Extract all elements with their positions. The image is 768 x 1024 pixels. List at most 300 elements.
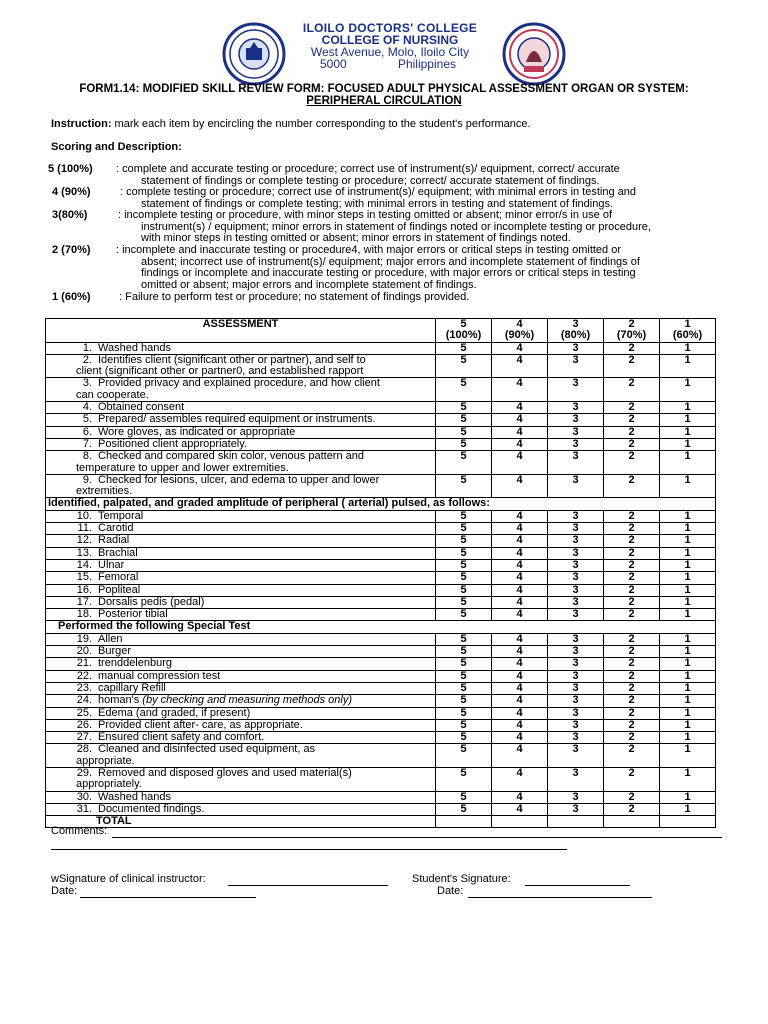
score-cell[interactable] [604,474,660,498]
score-option: 5 [460,509,467,522]
instructor-date-label: Date: [51,885,78,897]
score-cell[interactable] [604,791,660,803]
score-cell[interactable] [604,803,660,815]
score-cell[interactable] [660,670,716,682]
score-cell[interactable] [660,609,716,621]
score-cell[interactable] [548,414,604,426]
score-cell[interactable] [436,767,492,791]
instructor-signature-line[interactable] [228,874,388,886]
score-cell[interactable] [660,474,716,498]
score-option: 2 [628,377,635,390]
table-row [46,695,716,707]
score-cell[interactable] [604,438,660,450]
score-option: 5 [460,743,467,756]
score-cell[interactable] [548,426,604,438]
score-option: 4 [516,546,523,559]
assessment-item [46,535,436,547]
score-cell[interactable] [436,658,492,670]
score-cell[interactable] [660,438,716,450]
student-date-line[interactable] [468,886,652,898]
score-cell[interactable] [604,523,660,535]
score-cell[interactable] [492,378,548,402]
score-cell[interactable] [604,732,660,744]
score-cell[interactable] [604,451,660,475]
score-cell[interactable] [492,523,548,535]
score-cell[interactable] [604,354,660,378]
score-cell[interactable] [604,559,660,571]
nursing-seal-icon [502,22,566,86]
score-cell[interactable] [436,744,492,768]
score-option: 2 [628,802,635,815]
score-cell[interactable] [492,670,548,682]
scale-description-line: : Failure to perform test or procedure; no statement of findings provided. [119,291,470,303]
assessment-item [46,695,436,707]
score-cell[interactable] [604,633,660,645]
score-value: 1 [684,318,691,330]
score-cell[interactable] [492,719,548,731]
score-option: 2 [628,546,635,559]
score-column-header [604,319,660,343]
score-cell[interactable] [436,510,492,522]
table-row [46,803,716,815]
score-cell[interactable] [660,803,716,815]
scale-description-line: absent; incorrect use of instrument(s)/ equipment; major errors and incomplete statement of findings of [141,255,640,268]
score-cell[interactable] [492,596,548,608]
score-cell[interactable] [436,378,492,402]
score-cell[interactable] [436,682,492,694]
score-option: 1 [684,401,691,414]
score-cell[interactable] [604,646,660,658]
score-cell[interactable] [604,584,660,596]
student-signature-line[interactable] [525,874,630,886]
score-cell[interactable] [492,535,548,547]
score-option: 4 [516,425,523,438]
score-option: 1 [684,509,691,522]
score-option: 1 [684,595,691,608]
score-cell[interactable] [492,584,548,596]
comments-line-2[interactable] [51,838,567,850]
assessment-item [46,438,436,450]
score-option: 3 [572,583,579,596]
score-cell[interactable] [660,451,716,475]
score-cell[interactable] [436,426,492,438]
item-text: can cooperate. [76,388,149,401]
score-option: 4 [516,681,523,694]
score-option: 1 [684,694,691,707]
score-cell[interactable] [492,474,548,498]
score-cell[interactable] [604,682,660,694]
assessment-item [46,682,436,694]
score-cell[interactable] [492,633,548,645]
item-text: temperature to upper and lower extremities. [76,461,289,474]
score-option: 5 [460,595,467,608]
form-title: FORM1.14: MODIFIED SKILL REVIEW FORM: FOCUSED ADULT PHYSICAL ASSESSMENT ORGAN OR SYSTEM: [79,83,689,95]
score-cell[interactable] [492,414,548,426]
score-option: 3 [572,669,579,682]
score-cell[interactable] [660,719,716,731]
item-text: Positioned client appropriately. [98,437,247,450]
item-number: 20. [76,645,92,658]
score-option: 3 [572,341,579,354]
score-cell[interactable] [548,378,604,402]
table-row [46,559,716,571]
score-option: 2 [628,731,635,744]
score-cell[interactable] [660,342,716,354]
score-cell[interactable] [492,732,548,744]
score-option: 3 [572,377,579,390]
scoring-heading: Scoring and Description: [51,141,182,153]
score-cell[interactable] [436,438,492,450]
score-cell[interactable] [548,682,604,694]
score-cell[interactable] [660,584,716,596]
score-cell[interactable] [436,803,492,815]
item-text: manual compression test [98,669,221,682]
score-option: 2 [628,558,635,571]
score-cell[interactable] [436,547,492,559]
score-cell[interactable] [436,354,492,378]
item-number: 18. [76,608,92,621]
college-address: West Avenue, Molo, Iloilo City [310,45,470,59]
score-cell[interactable] [660,510,716,522]
table-row [46,342,716,354]
score-cell[interactable] [492,451,548,475]
instructor-date-line[interactable] [80,886,256,898]
assessment-item [46,378,436,402]
total-text: TOTAL [96,815,132,828]
score-cell[interactable] [660,707,716,719]
score-option: 1 [684,766,691,779]
score-option: 4 [516,595,523,608]
score-cell[interactable] [548,646,604,658]
score-option: 3 [572,437,579,450]
score-cell[interactable] [660,402,716,414]
score-cell[interactable] [548,695,604,707]
score-cell[interactable] [548,803,604,815]
score-option: 2 [628,681,635,694]
score-cell[interactable] [492,609,548,621]
scale-label: 5 (100%) [48,163,93,175]
score-cell[interactable] [660,354,716,378]
score-cell[interactable] [548,354,604,378]
score-cell[interactable] [436,707,492,719]
score-cell[interactable] [492,547,548,559]
score-cell[interactable] [548,791,604,803]
score-cell[interactable] [436,474,492,498]
score-option: 1 [684,377,691,390]
score-cell[interactable] [660,767,716,791]
score-cell[interactable] [436,646,492,658]
score-cell[interactable] [548,707,604,719]
score-cell[interactable] [492,510,548,522]
score-cell[interactable] [660,535,716,547]
instructor-signature-label: wSignature of clinical instructor: [51,873,206,885]
score-cell[interactable] [492,707,548,719]
score-cell[interactable] [548,670,604,682]
score-option: 5 [460,341,467,354]
score-option: 2 [628,718,635,731]
score-option: 4 [516,645,523,658]
score-option: 1 [684,731,691,744]
score-option: 1 [684,546,691,559]
score-cell[interactable] [548,451,604,475]
assessment-item [46,633,436,645]
score-option: 5 [460,669,467,682]
assessment-item [46,584,436,596]
score-option: 3 [572,571,579,584]
score-cell[interactable] [604,609,660,621]
score-cell[interactable] [604,572,660,584]
score-option: 3 [572,558,579,571]
item-number: 21. [76,657,92,670]
score-cell[interactable] [548,438,604,450]
score-cell[interactable] [604,707,660,719]
score-cell[interactable] [548,596,604,608]
score-cell[interactable] [436,451,492,475]
score-column-header [492,319,548,343]
score-cell[interactable] [604,719,660,731]
score-option: 4 [516,450,523,463]
score-cell[interactable] [436,609,492,621]
score-option: 4 [516,534,523,547]
score-cell[interactable] [492,572,548,584]
score-cell[interactable] [660,523,716,535]
score-cell[interactable] [436,732,492,744]
score-cell[interactable] [604,414,660,426]
score-option: 1 [684,718,691,731]
item-text: Allen [98,632,123,645]
score-option: 3 [572,509,579,522]
score-cell[interactable] [492,803,548,815]
score-cell[interactable] [492,658,548,670]
item-text: Removed and disposed gloves and used material(s) [98,766,352,779]
item-number: 24. [76,694,92,707]
score-cell[interactable] [660,732,716,744]
item-text: trenddelenburg [98,657,173,670]
item-number: 19. [76,632,92,645]
score-cell[interactable] [436,695,492,707]
score-cell[interactable] [436,596,492,608]
score-option: 2 [628,608,635,621]
score-option: 4 [516,377,523,390]
score-option: 1 [684,645,691,658]
score-option: 2 [628,669,635,682]
score-option: 3 [572,413,579,426]
score-cell[interactable] [604,695,660,707]
score-percent: (90%) [504,329,535,342]
assessment-item [46,523,436,535]
student-date-label: Date: [437,885,464,897]
score-option: 3 [572,546,579,559]
score-cell[interactable] [492,402,548,414]
score-column-header [548,319,604,343]
item-text: Edema (and graded, if present) [98,706,251,719]
score-cell[interactable] [436,342,492,354]
score-cell[interactable] [436,559,492,571]
comments-line-1[interactable] [112,826,722,838]
item-number: 4. [82,401,92,414]
score-option: 2 [628,645,635,658]
score-cell[interactable] [436,719,492,731]
scale-description-line: instrument(s) / equipment; minor errors in statement of findings noted or incomplete testing or procedure, [141,220,651,233]
score-cell[interactable] [548,767,604,791]
item-text: capillary Refill [98,681,166,694]
score-option: 5 [460,413,467,426]
score-cell[interactable] [492,767,548,791]
score-cell[interactable] [660,695,716,707]
assessment-item [46,510,436,522]
score-cell[interactable] [660,414,716,426]
score-cell[interactable] [436,670,492,682]
score-cell[interactable] [492,791,548,803]
score-cell[interactable] [548,744,604,768]
score-cell[interactable] [492,695,548,707]
score-cell[interactable] [604,767,660,791]
score-option: 4 [516,669,523,682]
score-cell[interactable] [492,438,548,450]
score-cell[interactable] [604,658,660,670]
score-option: 4 [516,353,523,366]
score-cell[interactable] [436,791,492,803]
score-cell[interactable] [548,402,604,414]
item-text: Provided client after- care, as appropriate. [98,718,303,731]
score-option: 4 [516,608,523,621]
score-cell[interactable] [492,354,548,378]
score-cell[interactable] [604,744,660,768]
score-cell[interactable] [548,510,604,522]
score-cell[interactable] [492,646,548,658]
table-row [46,354,716,378]
assessment-item [46,451,436,475]
item-number: 3. [82,377,92,390]
student-signature-label: Student's Signature: [412,873,511,885]
score-cell[interactable] [436,402,492,414]
score-cell[interactable] [548,584,604,596]
score-cell[interactable] [660,646,716,658]
score-option: 1 [684,473,691,486]
score-cell[interactable] [660,791,716,803]
score-option: 3 [572,450,579,463]
score-option: 5 [460,377,467,390]
score-cell[interactable] [660,596,716,608]
score-option: 2 [628,473,635,486]
score-cell[interactable] [548,719,604,731]
table-row [46,523,716,535]
score-cell[interactable] [548,572,604,584]
score-cell[interactable] [436,414,492,426]
score-option: 4 [516,558,523,571]
score-option: 1 [684,534,691,547]
score-cell[interactable] [660,426,716,438]
assessment-item [46,767,436,791]
score-option: 1 [684,802,691,815]
score-option: 3 [572,706,579,719]
score-cell[interactable] [548,342,604,354]
score-cell[interactable] [436,523,492,535]
score-option: 5 [460,534,467,547]
score-cell[interactable] [660,572,716,584]
college-seal-icon [222,22,286,86]
item-text: appropriate. [76,754,135,767]
score-option: 3 [572,718,579,731]
score-cell[interactable] [604,547,660,559]
score-option: 5 [460,632,467,645]
score-cell[interactable] [604,510,660,522]
score-cell[interactable] [604,670,660,682]
score-cell[interactable] [604,378,660,402]
assessment-item [46,414,436,426]
score-cell[interactable] [548,474,604,498]
scale-description-line: with minor steps in testing omitted or absent; minor errors in statement of findings noted. [141,232,571,245]
score-option: 4 [516,731,523,744]
score-cell[interactable] [492,426,548,438]
score-cell[interactable] [660,682,716,694]
score-cell[interactable] [548,523,604,535]
score-cell[interactable] [604,426,660,438]
score-cell[interactable] [660,378,716,402]
score-cell[interactable] [548,658,604,670]
score-cell[interactable] [604,342,660,354]
item-number: 23. [76,681,92,694]
score-cell[interactable] [548,547,604,559]
assessment-table [45,318,716,828]
scale-description-line: : incomplete testing or procedure, with minor steps in testing omitted or absent; minor error/s in use of [118,209,613,221]
score-cell[interactable] [436,633,492,645]
score-option: 4 [516,766,523,779]
score-cell[interactable] [660,658,716,670]
score-option: 5 [460,608,467,621]
score-cell[interactable] [660,744,716,768]
score-option: 1 [684,657,691,670]
score-cell[interactable] [548,633,604,645]
item-text: Identifies client (significant other or partner), and self to [98,353,366,366]
item-number: 1. [82,341,92,354]
score-cell[interactable] [492,559,548,571]
score-cell[interactable] [604,402,660,414]
score-option: 1 [684,437,691,450]
score-cell[interactable] [548,535,604,547]
table-row [46,670,716,682]
score-cell[interactable] [492,744,548,768]
score-cell[interactable] [604,596,660,608]
score-cell[interactable] [548,609,604,621]
score-cell[interactable] [660,547,716,559]
table-row [46,510,716,522]
score-cell[interactable] [548,559,604,571]
assessment-item [46,803,436,815]
score-option: 1 [684,353,691,366]
item-number: 25. [76,706,92,719]
score-column-header [436,319,492,343]
score-cell[interactable] [436,535,492,547]
scale-description-line: omitted or absent; major errors and incomplete statement of findings. [141,278,477,291]
score-cell[interactable] [548,732,604,744]
table-row [46,609,716,621]
score-cell[interactable] [436,584,492,596]
score-cell[interactable] [492,682,548,694]
item-number: 27. [76,731,92,744]
score-option: 3 [572,645,579,658]
table-row [46,744,716,768]
score-cell[interactable] [436,572,492,584]
item-text: Washed hands [98,790,171,803]
score-cell[interactable] [492,342,548,354]
score-cell[interactable] [660,559,716,571]
score-option: 3 [572,743,579,756]
score-option: 1 [684,522,691,535]
section-title: Identified, palpated, and graded amplitude of peripheral ( arterial) pulsed, as follows: [48,497,490,510]
score-cell[interactable] [660,633,716,645]
score-cell[interactable] [604,535,660,547]
